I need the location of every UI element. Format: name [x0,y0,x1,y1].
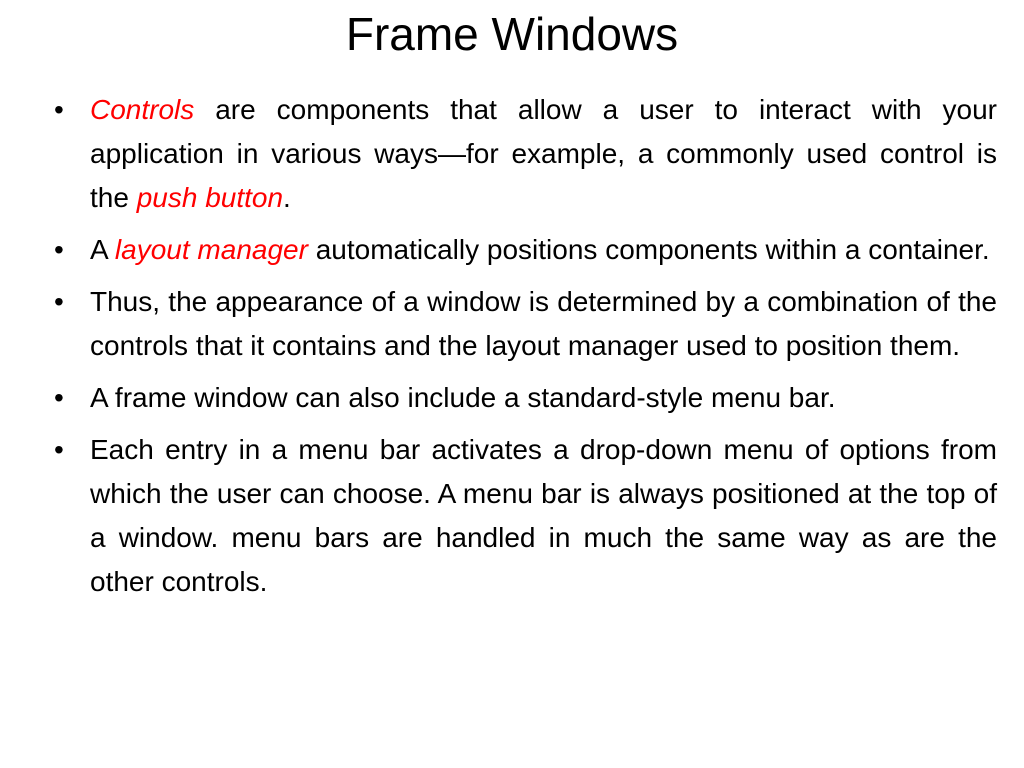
bullet-text: A frame window can also include a standard-style menu bar. [90,382,836,413]
bullet-marker: • [54,434,64,465]
bullet-text: . [283,182,291,213]
bullet-marker: • [54,382,64,413]
bullet-item-appearance [50,280,997,368]
bullet-text: Each entry in a menu bar activates a drop-down menu of options from which the user can choose. A menu bar is always positioned at the top of a window. menu bars are handled in much the same way as are the other controls. [90,434,997,597]
bullet-marker: • [54,94,64,125]
bullet-item-menu-entries [50,428,997,604]
term-layout-manager: layout manager [114,234,308,265]
bullet-item-menu-bar [50,376,997,420]
term-controls: Controls [90,94,195,125]
bullet-item-layout-manager [50,228,997,272]
bullet-marker: • [54,286,64,317]
term-push-button: push button [136,182,284,213]
bullet-text: Thus, the appearance of a window is determined by a combination of the controls that it contains and the layout manager used to position them. [90,286,997,361]
slide-title: Frame Windows [345,8,679,60]
bullet-list [50,88,997,612]
bullet-text: automatically positions components within a container. [307,234,990,265]
bullet-item-controls [50,88,997,220]
bullet-text: A [90,234,115,265]
bullet-marker: • [54,234,64,265]
bullet-text: are components that allow a user to interact with your application in various ways—for example, a commonly used control is the [90,94,997,213]
